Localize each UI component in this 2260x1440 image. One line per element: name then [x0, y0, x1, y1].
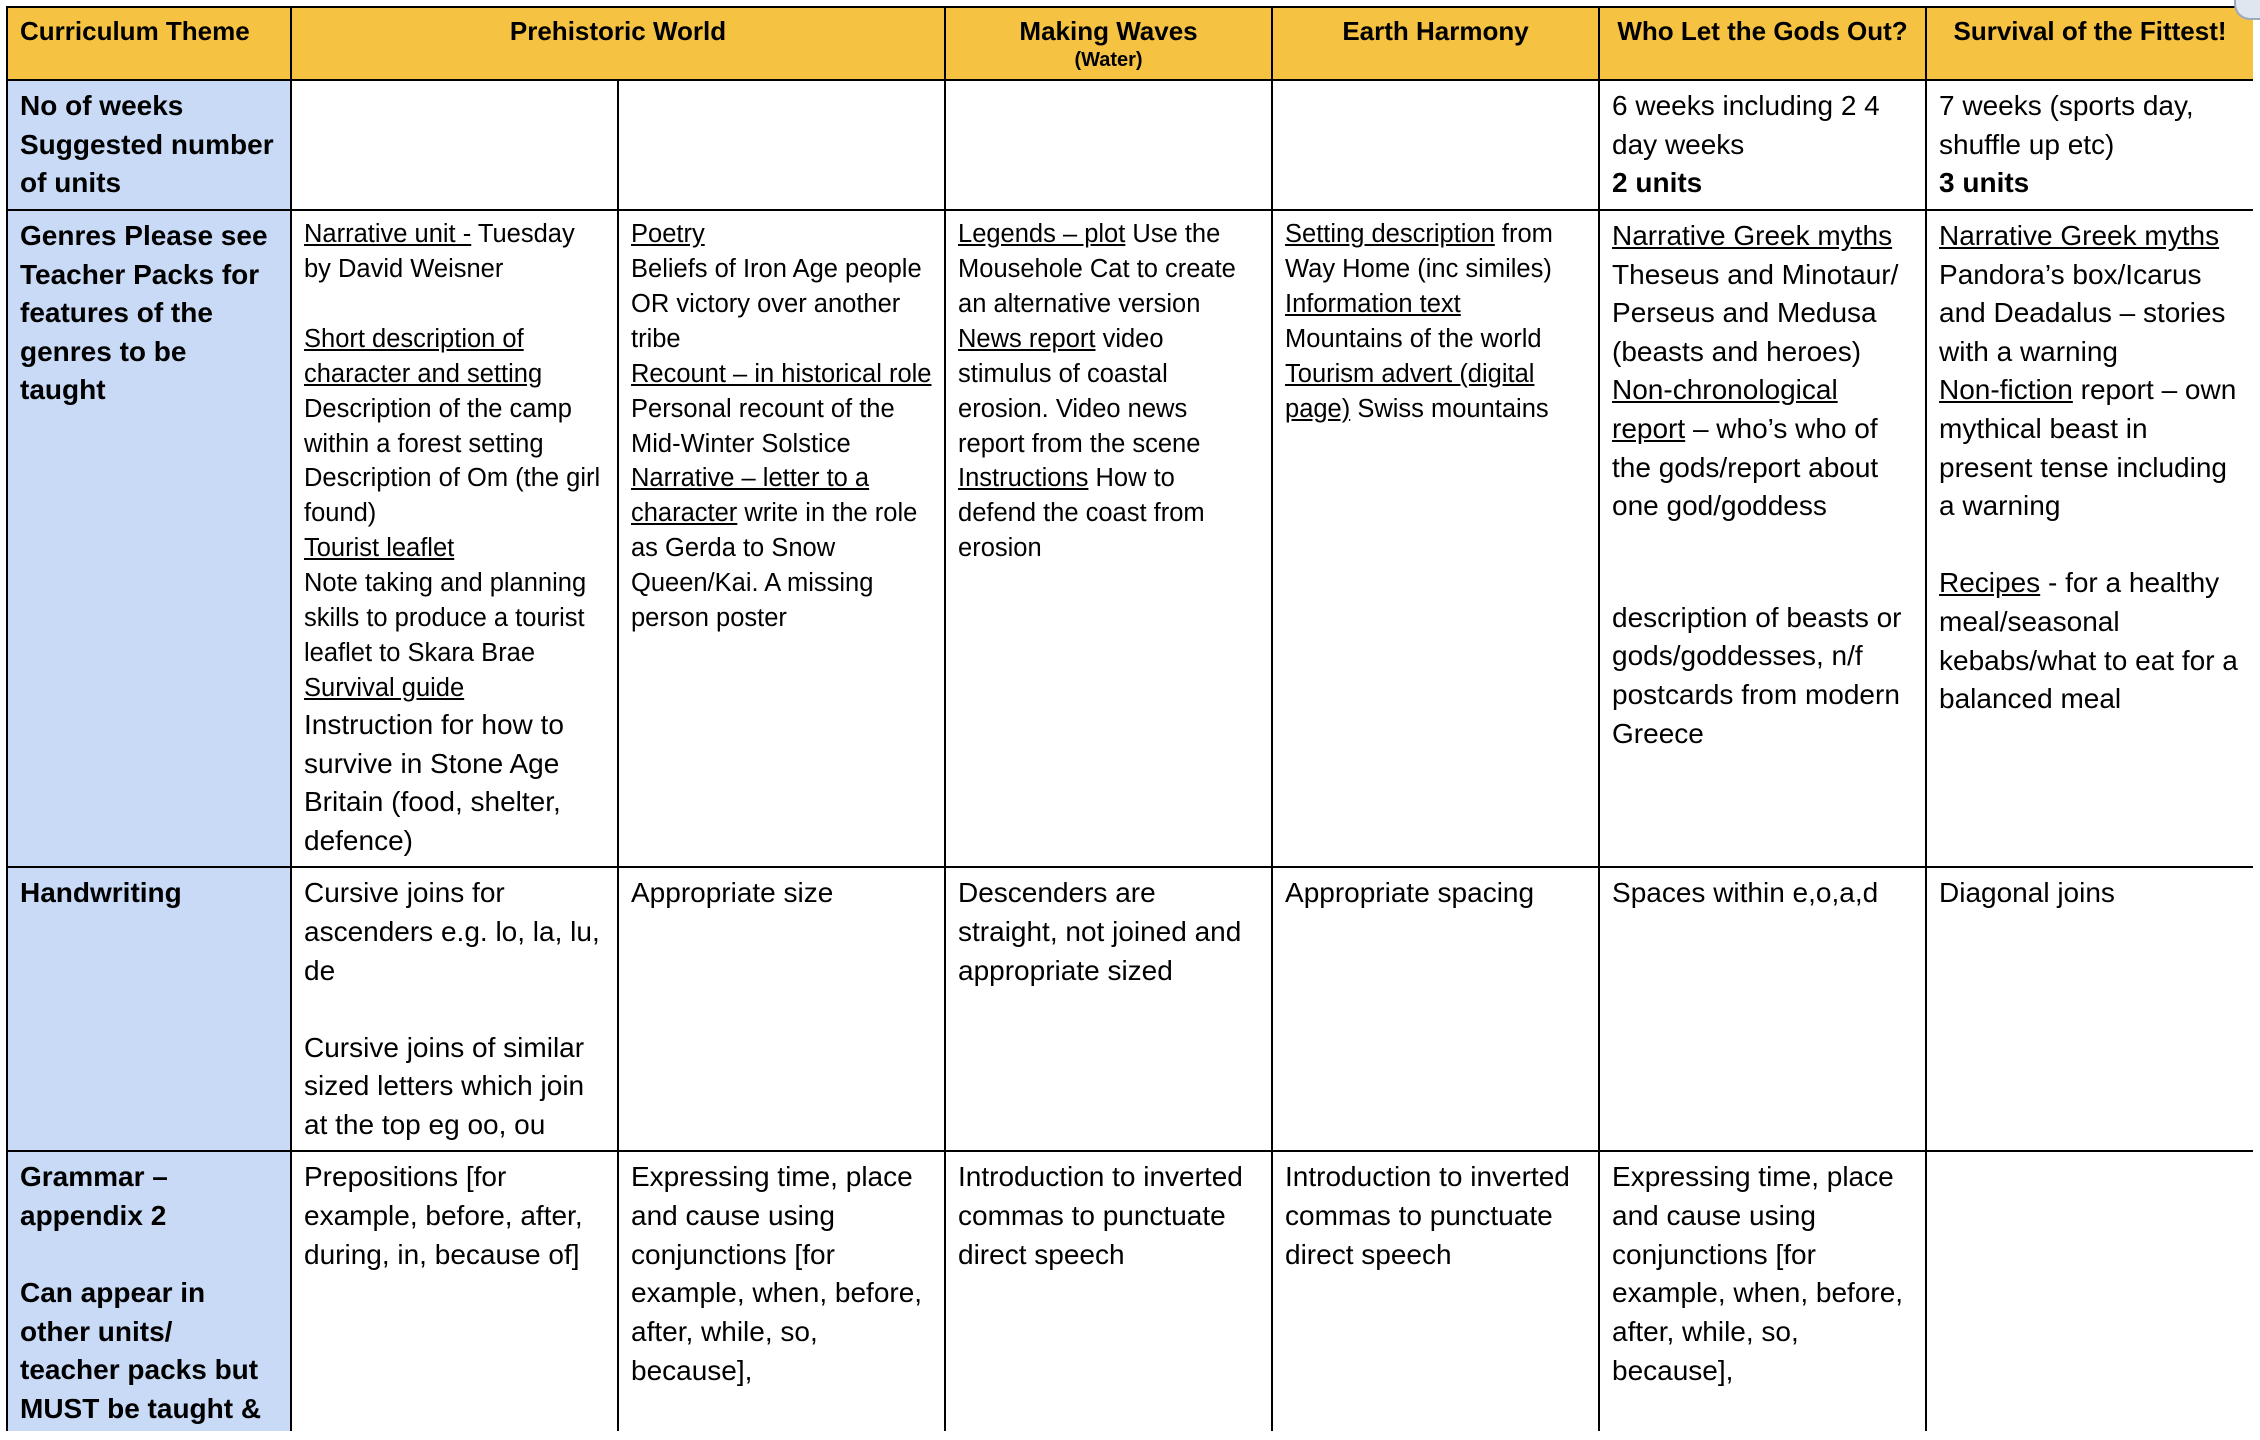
grammar-row — [7, 1151, 2253, 1431]
genre-text: Narrative unit - Tuesday by David Weisner — [304, 219, 575, 283]
handwriting-fittest: Diagonal joins — [1926, 867, 2253, 1151]
grammar-fittest — [1926, 1151, 2253, 1431]
handwriting-prehistoric-2: Appropriate size — [618, 867, 945, 1151]
weeks-fittest-units: 3 units — [1939, 167, 2030, 199]
genre-text: Personal recount of the Mid-Winter Solstice — [631, 394, 895, 458]
genre-text: (beasts and heroes) — [1612, 335, 1862, 367]
genre-text: Pandora’s box/Icarus and Deadalus – stories with a warning — [1939, 258, 2226, 367]
genres-prehistoric-2 — [618, 210, 945, 867]
weeks-prehistoric-1 — [291, 80, 618, 210]
grammar-label-line1: Grammar – appendix 2 — [20, 1161, 168, 1232]
spacer — [20, 1236, 278, 1274]
genre-heading: Narrative Greek myths — [1612, 219, 1893, 251]
handwriting-text: Cursive joins for ascenders e.g. lo, la, lu, de — [304, 877, 600, 986]
header-prehistoric-world: Prehistoric World — [291, 7, 945, 80]
handwriting-prehistoric-1 — [291, 867, 618, 1151]
weeks-gods — [1599, 80, 1926, 210]
genres-gods — [1599, 210, 1926, 867]
genres-prehistoric-1 — [291, 210, 618, 867]
weeks-fittest — [1926, 80, 2253, 210]
weeks-prehistoric-2 — [618, 80, 945, 210]
weeks-label-line1: No of weeks — [20, 90, 184, 122]
genre-heading: Survival guide — [304, 673, 465, 702]
header-making-waves — [945, 7, 1272, 80]
handwriting-earth-harmony: Appropriate spacing — [1272, 867, 1599, 1151]
header-row — [7, 7, 2253, 80]
genre-text: Setting description from Way Home (inc similes) — [1285, 219, 1553, 283]
weeks-fittest-count: 7 weeks (sports day, shuffle up etc) — [1939, 90, 2194, 160]
curriculum-table-container — [6, 6, 2253, 1431]
handwriting-text: Cursive joins of similar sized letters which join at the top eg oo, ou — [304, 1031, 585, 1140]
grammar-prehistoric-1: Prepositions [for example, before, after, during, in, because of] — [291, 1151, 618, 1431]
genre-text: Non-fiction report – own mythical beast in present tense including a warning — [1939, 374, 2237, 522]
genre-text: Beliefs of Iron Age people OR victory over another tribe — [631, 254, 922, 353]
grammar-making-waves: Introduction to inverted commas to punctuate direct speech — [945, 1151, 1272, 1431]
handwriting-gods: Spaces within e,o,a,d — [1599, 867, 1926, 1151]
header-making-waves-title: Making Waves — [1019, 16, 1198, 46]
genre-text: description of beasts or gods/goddesses, n/f postcards from modern Greece — [1612, 601, 1902, 749]
genre-text: Narrative – letter to a character write in the role as Gerda to Snow Queen/Kai. A missing person poster — [631, 464, 918, 633]
genre-text: Legends – plot Use the Mousehole Cat to create an alternative version — [958, 219, 1236, 318]
genre-heading: Recount – in historical role — [631, 359, 932, 388]
genre-text: Instructions How to defend the coast from erosion — [958, 464, 1205, 563]
grammar-label-line2: Can appear in other units/ teacher packs but MUST be taught & — [20, 1277, 262, 1424]
spacer — [1939, 526, 2241, 564]
genre-text: Description of the camp within a forest setting — [304, 394, 572, 458]
spacer — [304, 287, 605, 322]
genre-text: News report video stimulus of coastal erosion. Video news report from the scene — [958, 324, 1201, 458]
spacer — [304, 990, 605, 1028]
curriculum-table — [6, 6, 2253, 1431]
genres-row-label: Genres Please see Teacher Packs for features of the genres to be taught — [7, 210, 291, 867]
genres-fittest — [1926, 210, 2253, 867]
weeks-label-line2: Suggested number of units — [20, 128, 274, 199]
genre-heading: Tourist leaflet — [304, 534, 455, 563]
header-making-waves-subtitle: (Water) — [1074, 49, 1143, 72]
genre-heading: Short description of character and setting — [304, 324, 543, 388]
genres-earth-harmony — [1272, 210, 1599, 867]
weeks-making-waves — [945, 80, 1272, 210]
weeks-gods-units: 2 units — [1612, 167, 1703, 199]
genre-text: Recipes - for a healthy meal/seasonal kebabs/what to eat for a balanced meal — [1939, 567, 2238, 715]
grammar-earth-harmony: Introduction to inverted commas to punctuate direct speech — [1272, 1151, 1599, 1431]
grammar-prehistoric-2: Expressing time, place and cause using conjunctions [for example, when, before, after, while, so, because], — [618, 1151, 945, 1431]
weeks-row — [7, 80, 2253, 210]
spacer — [1612, 526, 1913, 599]
genre-text: Theseus and Minotaur/ Perseus and Medusa — [1612, 258, 1899, 329]
genre-text: Instruction for how to survive in Stone Age Britain (food, shelter, defence) — [304, 708, 564, 856]
weeks-gods-count: 6 weeks including 2 4 day weeks — [1612, 90, 1880, 160]
genre-heading: Information text — [1285, 289, 1461, 318]
weeks-earth-harmony — [1272, 80, 1599, 210]
header-survival-of-the-fittest: Survival of the Fittest! — [1926, 7, 2253, 80]
genres-row — [7, 210, 2253, 867]
genre-heading: Poetry — [631, 219, 705, 248]
genre-text: Note taking and planning skills to produce a tourist leaflet to Skara Brae — [304, 569, 587, 668]
header-earth-harmony: Earth Harmony — [1272, 7, 1599, 80]
genre-text: Non-chronological report – who’s who of the gods/report about one god/goddess — [1612, 374, 1879, 522]
genre-heading: Narrative Greek myths — [1939, 219, 2220, 251]
weeks-row-label — [7, 80, 291, 210]
genres-making-waves — [945, 210, 1272, 867]
grammar-gods: Expressing time, place and cause using conjunctions [for example, when, before, after, while, so, because], — [1599, 1151, 1926, 1431]
genre-text: Mountains of the world — [1285, 324, 1542, 353]
genre-text: Tourism advert (digital page) Swiss mountains — [1285, 359, 1549, 423]
header-who-let-the-gods-out: Who Let the Gods Out? — [1599, 7, 1926, 80]
grammar-row-label — [7, 1151, 291, 1431]
handwriting-row — [7, 867, 2253, 1151]
handwriting-making-waves: Descenders are straight, not joined and appropriate sized — [945, 867, 1272, 1151]
header-curriculum-theme: Curriculum Theme — [7, 7, 291, 80]
handwriting-row-label: Handwriting — [7, 867, 291, 1151]
genre-text: Description of Om (the girl found) — [304, 464, 601, 528]
